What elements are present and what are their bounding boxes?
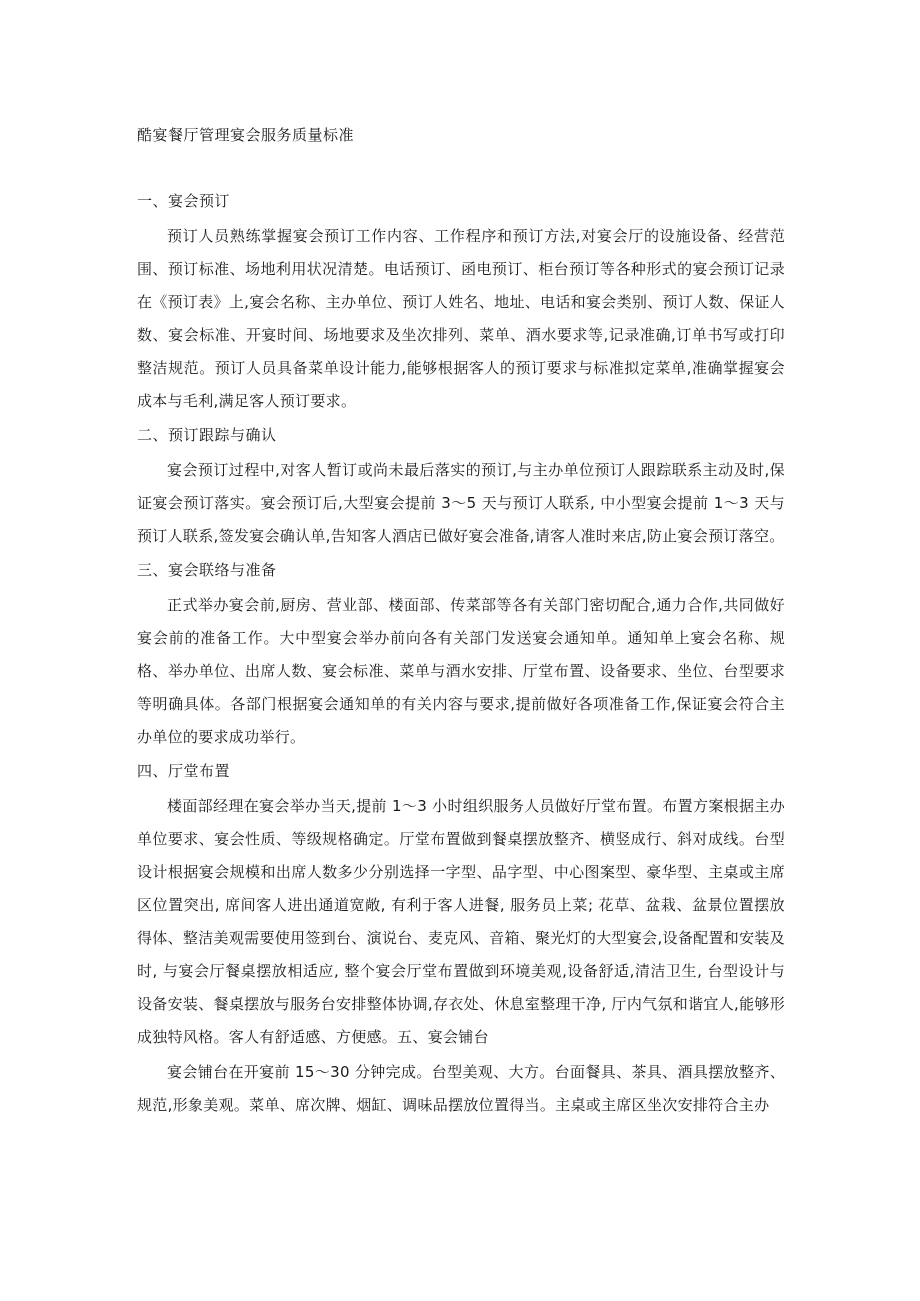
section-reservation-tracking xyxy=(137,420,785,553)
section-paragraph: 正式举办宴会前,厨房、营业部、楼面部、传菜部等各有关部门密切配合,通力合作,共同做好宴会前的准备工作。大中型宴会举办前向各有关部门发送宴会通知单。通知单上宴会名称、规格、举办单位、出席人数、宴会标准、菜单与酒水安排、厅堂布置、设备要求、坐位、台型要求等明确具体。各部门根据宴会通知单的有关内容与要求,提前做好各项准备工作,保证宴会符合主办单位的要求成功举行。 xyxy=(137,596,785,746)
document-content xyxy=(137,120,785,1124)
section-paragraph: 宴会预订过程中,对客人暂订或尚未最后落实的预订,与主办单位预订人跟踪联系主动及时,保证宴会预订落实。宴会预订后,大型宴会提前 3〜5 天与预订人联系, 中小型宴会提前 1〜3 天与预订人联系,签发宴会确认单,告知客人酒店已做好宴会准备,请客人准时来店,防止宴会预订落空。 xyxy=(137,461,785,545)
section-heading: 三、宴会联络与准备 xyxy=(137,561,277,579)
document-title: 酷宴餐厅管理宴会服务质量标准 xyxy=(137,126,355,144)
section-table-setting xyxy=(137,1056,785,1122)
section-banquet-reservation xyxy=(137,186,785,418)
section-paragraph: 楼面部经理在宴会举办当天,提前 1〜3 小时组织服务人员做好厅堂布置。布置方案根据主办单位要求、宴会性质、等级规格确定。厅堂布置做到餐桌摆放整齐、横竖成行、斜对成线。台型设计根据宴会规模和出席人数多少分别选择一字型、品字型、中心图案型、豪华型、主桌或主席区位置突出, 席间客人进出通道宽敞, 有利于客人进餐, 服务员上菜; 花草、盆栽、盆景位置摆放得体、整洁美观需要使用签到台、演说台、麦克风、音箱、聚光灯的大型宴会,设备配置和安装及时, 与宴会厅餐桌摆放相适应, 整个宴会厅堂布置做到环境美观,设备舒适,清洁卫生, 台型设计与设备安装、餐桌摆放与服务台安排整体协调,存衣处、休息室整理干净, 厅内气氛和谐宜人,能够形成独特风格。客人有舒适感、方便感。五、宴会铺台 xyxy=(137,797,785,1046)
section-paragraph: 宴会铺台在开宴前 15〜30 分钟完成。台型美观、大方。台面餐具、茶具、酒具摆放整齐、规范,形象美观。菜单、席次牌、烟缸、调味品摆放位置得当。主桌或主席区坐次安排符合主办 xyxy=(137,1063,785,1114)
section-heading: 一、宴会预订 xyxy=(137,192,231,210)
section-hall-layout xyxy=(137,756,785,1054)
section-banquet-liaison xyxy=(137,555,785,754)
section-paragraph: 预订人员熟练掌握宴会预订工作内容、工作程序和预订方法,对宴会厅的设施设备、经营范围、预订标准、场地利用状况清楚。电话预订、函电预订、柜台预订等各种形式的宴会预订记录在《预订表》上,宴会名称、主办单位、预订人姓名、地址、电话和宴会类别、预订人数、保证人数、宴会标准、开宴时间、场地要求及坐次排列、菜单、酒水要求等,记录准确,订单书写或打印整洁规范。预订人员具备菜单设计能力,能够根据客人的预订要求与标准拟定菜单,准确掌握宴会成本与毛利,满足客人预订要求。 xyxy=(137,227,785,410)
section-heading: 四、厅堂布置 xyxy=(137,762,231,780)
section-heading: 二、预订跟踪与确认 xyxy=(137,426,277,444)
